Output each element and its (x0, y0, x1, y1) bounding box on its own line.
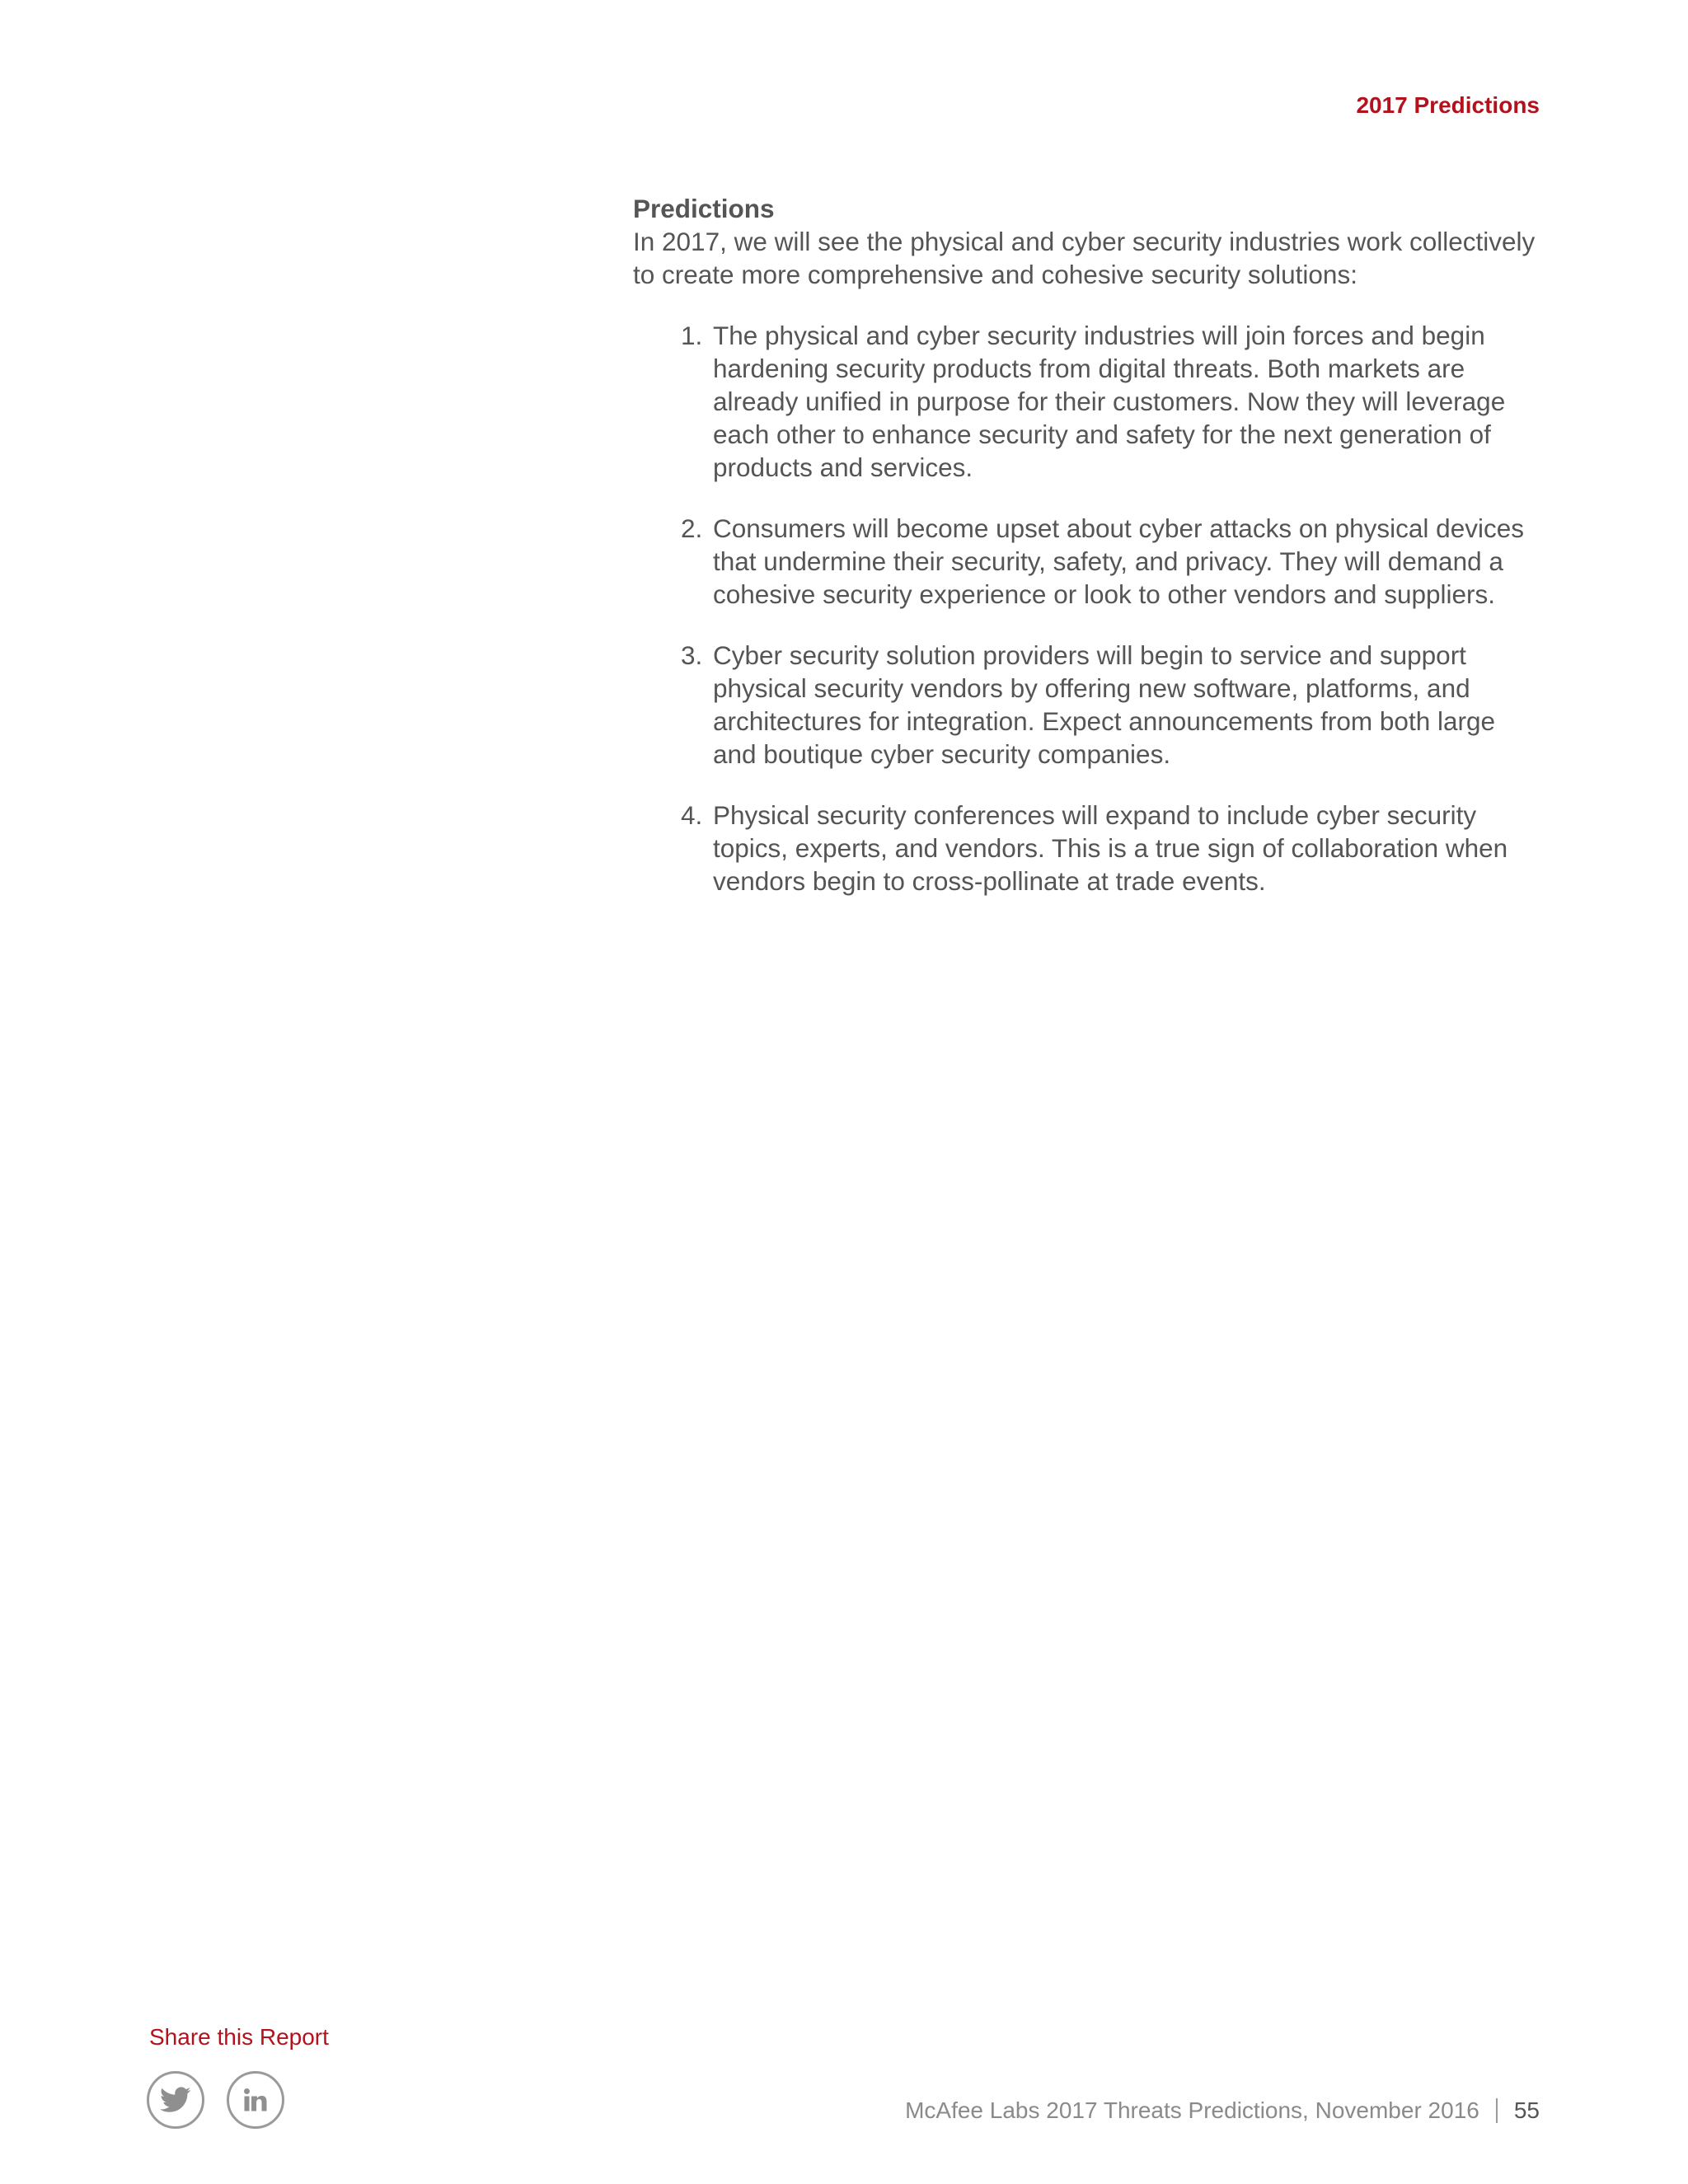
list-item (633, 319, 1540, 484)
intro-paragraph: In 2017, we will see the physical and cyber security industries work collectively to create more comprehensive and cohesive security solutions: (633, 227, 1536, 289)
list-item-text: Cyber security solution providers will begin to service and support physical security vendors by offering new software, platforms, and architectures for integration. Expect announcements from both large and boutique cyber security companies. (713, 640, 1496, 769)
list-item-number: 1. (681, 321, 703, 350)
list-item (633, 799, 1540, 898)
page-number: 55 (1513, 2097, 1540, 2123)
list-item-number: 3. (681, 640, 703, 670)
list-item (633, 512, 1540, 611)
section-heading: Predictions (633, 194, 775, 223)
page-footer (905, 2097, 1540, 2124)
list-item-number: 2. (681, 513, 703, 543)
section-tag: 2017 Predictions (1356, 92, 1540, 118)
list-item-text: Physical security conferences will expand to include cyber security topics, experts, and vendors. This is a true sign of collaboration when vendors begin to cross-pollinate at trade events. (713, 800, 1508, 896)
list-item-text: The physical and cyber security industries will join forces and begin hardening security products from digital threats. Both markets are already unified in purpose for their customers. Now they will leverage each other to enhance security and safety for the next generation of products and services. (713, 321, 1506, 482)
list-item-text: Consumers will become upset about cyber attacks on physical devices that undermine their security, safety, and privacy. They will demand a cohesive security experience or look to other vendors and suppliers. (713, 513, 1524, 609)
main-content (633, 192, 1540, 926)
share-label: Share this Report (149, 2024, 329, 2050)
predictions-list (633, 319, 1540, 898)
twitter-icon (160, 2087, 191, 2113)
footer-divider (1496, 2098, 1498, 2123)
linkedin-share-button[interactable] (227, 2071, 284, 2129)
list-item (633, 639, 1540, 771)
footer-publication: McAfee Labs 2017 Threats Predictions, November 2016 (905, 2097, 1479, 2123)
list-item-number: 4. (681, 800, 703, 830)
linkedin-icon (243, 2088, 268, 2112)
twitter-share-button[interactable] (147, 2071, 204, 2129)
